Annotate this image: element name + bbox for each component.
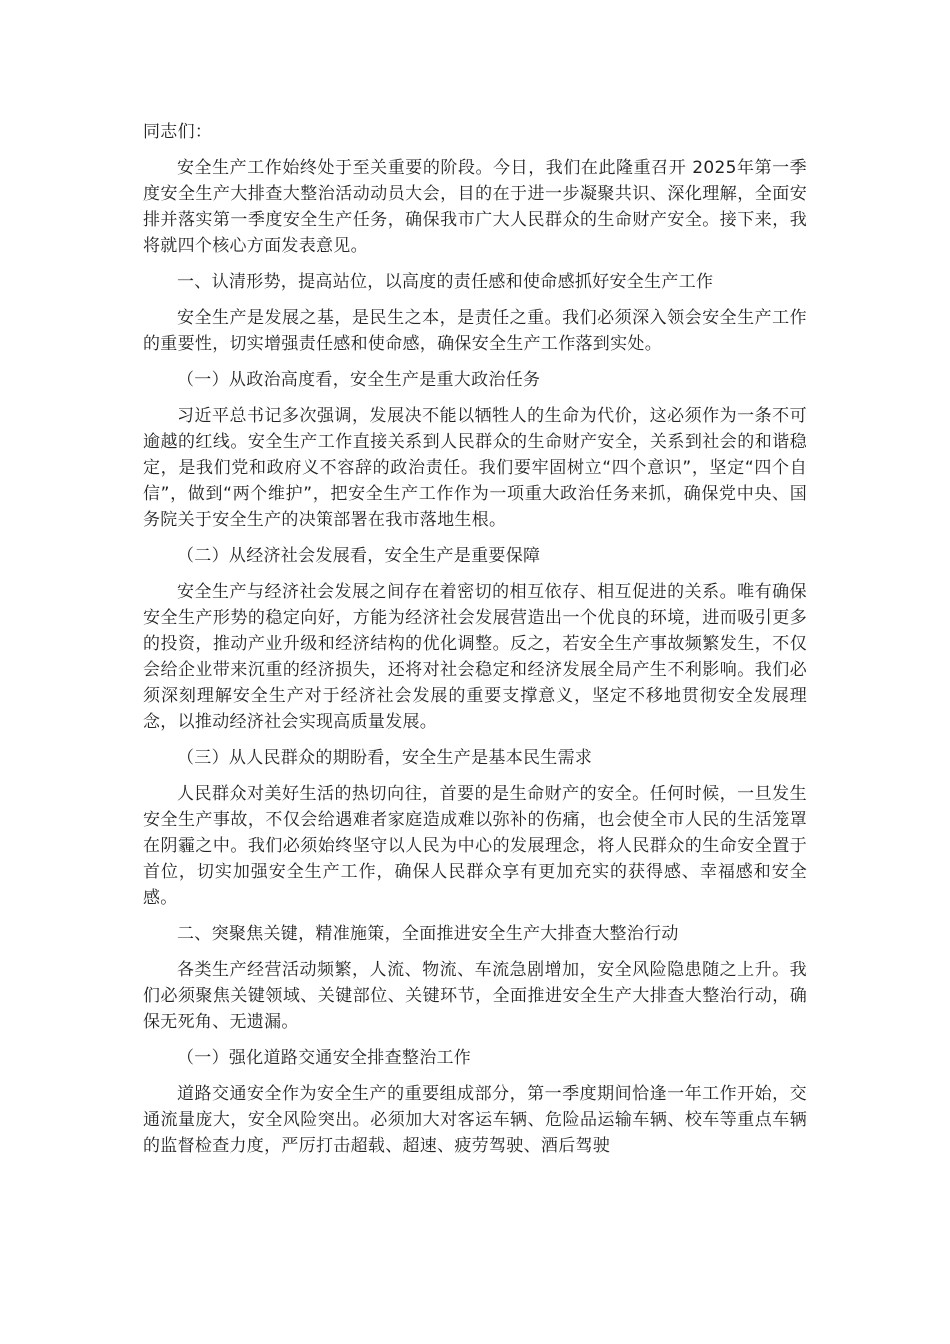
paragraph-1-3: 人民群众对美好生活的热切向往，首要的是生命财产的安全。任何时候，一旦发生安全生产事故，不仅会给遇难者家庭造成难以弥补的伤痛，也会使全市人民的生活笼罩在阴霾之中。我们必须始终坚守以人民为中心的发展理念，将人民群众的生命安全置于首位，切实加强安全生产工作，确保人民群众享有更加充实的获得感、幸福感和安全感。	[143, 784, 807, 908]
subheading-1-2: （二）从经济社会发展看，安全生产是重要保障	[177, 546, 541, 566]
subheading-1-1: （一）从政治高度看，安全生产是重大政治任务	[177, 370, 541, 390]
paragraph-section-1: 安全生产是发展之基，是民生之本，是责任之重。我们必须深入领会安全生产工作的重要性，切实增强责任感和使命感，确保安全生产工作落到实处。	[143, 308, 807, 354]
section-heading-1: 一、认清形势，提高站位，以高度的责任感和使命感抓好安全生产工作	[177, 272, 714, 292]
subheading-2-1: （一）强化道路交通安全排查整治工作	[177, 1048, 472, 1068]
paragraph-1-2: 安全生产与经济社会发展之间存在着密切的相互依存、相互促进的关系。唯有确保安全生产形势的稳定向好，方能为经济社会发展营造出一个优良的环境，进而吸引更多的投资，推动产业升级和经济结构的优化调整。反之，若安全生产事故频繁发生，不仅会给企业带来沉重的经济损失，还将对社会稳定和经济发展全局产生不利影响。我们必须深刻理解安全生产对于经济社会发展的重要支撑意义，坚定不移地贯彻安全发展理念，以推动经济社会实现高质量发展。	[143, 582, 807, 732]
subheading-1-3: （三）从人民群众的期盼看，安全生产是基本民生需求	[177, 748, 593, 768]
paragraph-intro: 安全生产工作始终处于至关重要的阶段。今日，我们在此隆重召开 2025年第一季度安全生产大排查大整治活动动员大会，目的在于进一步凝聚共识、深化理解，全面安排并落实第一季度安全生产任务，确保我市广大人民群众的生命财产安全。接下来，我将就四个核心方面发表意见。	[143, 158, 807, 256]
paragraph-2-1: 道路交通安全作为安全生产的重要组成部分，第一季度期间恰逢一年工作开始，交通流量庞大，安全风险突出。必须加大对客运车辆、危险品运输车辆、校车等重点车辆的监督检查力度，严厉打击超载、超速、疲劳驾驶、酒后驾驶	[143, 1084, 807, 1156]
section-heading-2: 二、突聚焦关键，精准施策，全面推进安全生产大排查大整治行动	[177, 924, 679, 944]
paragraph-section-2: 各类生产经营活动频繁，人流、物流、车流急剧增加，安全风险隐患随之上升。我们必须聚焦关键领域、关键部位、关键环节，全面推进安全生产大排查大整治行动，确保无死角、无遗漏。	[143, 960, 807, 1032]
paragraph-1-1: 习近平总书记多次强调，发展决不能以牺牲人的生命为代价，这必须作为一条不可逾越的红线。安全生产工作直接关系到人民群众的生命财产安全，关系到社会的和谐稳定，是我们党和政府义不容辞的政治责任。我们要牢固树立“四个意识”，坚定“四个自信”，做到“两个维护”，把安全生产工作作为一项重大政治任务来抓，确保党中央、国务院关于安全生产的决策部署在我市落地生根。	[143, 406, 807, 530]
greeting: 同志们：	[143, 122, 213, 142]
document-body	[143, 119, 807, 1169]
